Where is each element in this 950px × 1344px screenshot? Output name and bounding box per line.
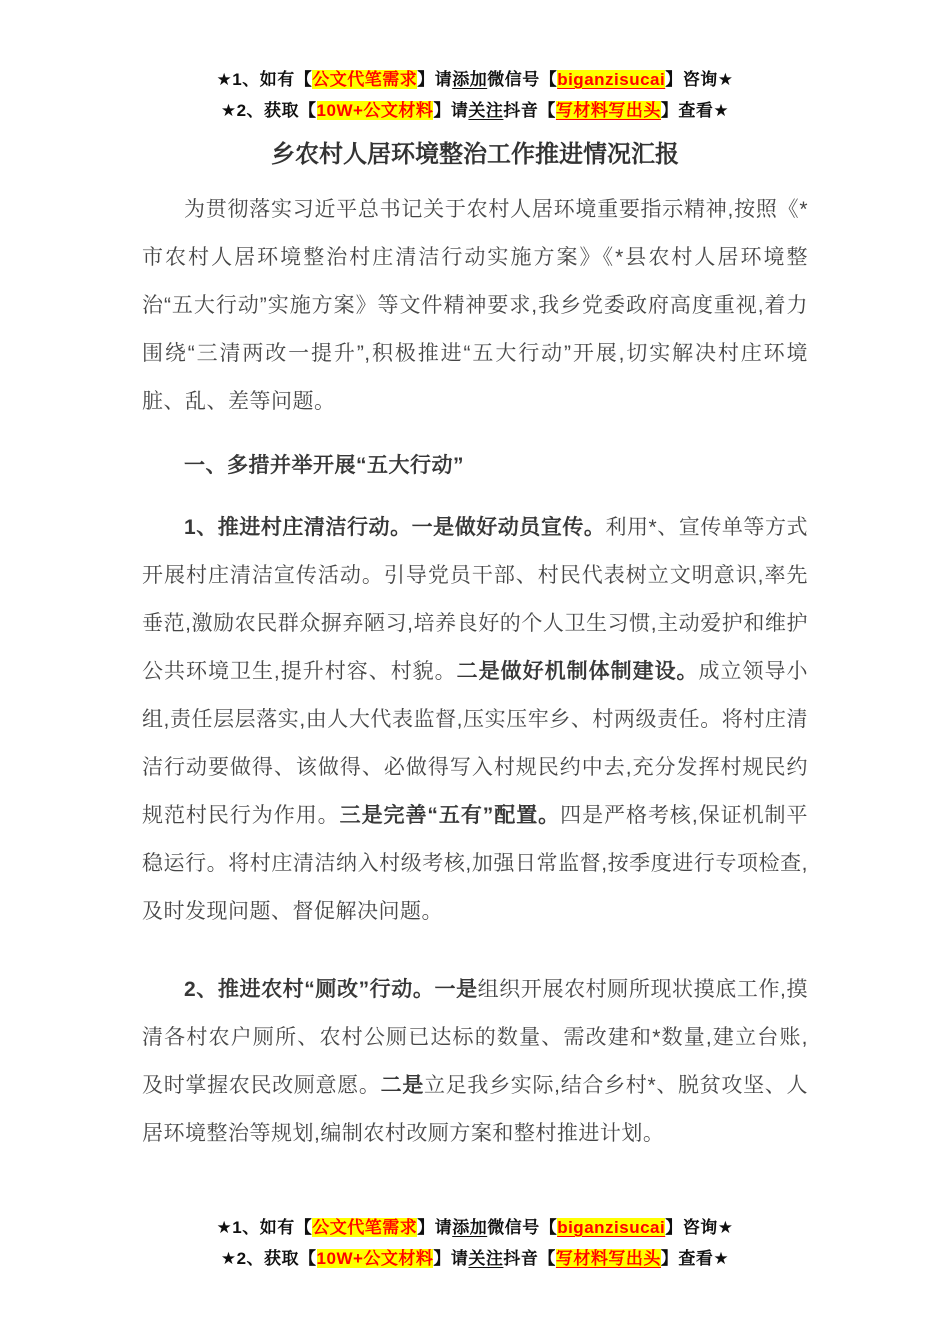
promo-text: 】请	[417, 1218, 453, 1237]
promo-text: 】咨询★	[665, 1218, 734, 1237]
promo-text: ★1、如有【	[216, 1218, 313, 1237]
promo-underline: 添加	[452, 1218, 488, 1237]
promo-highlight-underline: biganzisucai	[557, 70, 666, 89]
text-run: 成立领导小组,责任层层落实,由人大代表监督,压实压牢乡、村两级责任。将村庄清洁行动要做得、该做得、必做得写入村规民约中去,充分发挥村规民约规范村民行为作用。	[142, 660, 809, 827]
promo-text: ★2、获取【	[220, 101, 317, 120]
text-run: 为贯彻落实习近平总书记关于农村人居环境重要指示精神,按照《*市农村人居环境整治村庄清洁行动实施方案》《*县农村人居环境整治“五大行动”实施方案》等文件精神要求,我乡党委政府高度重视,着力围绕“三清两改一提升”,积极推进“五大行动”开展,切实解决村庄环境脏、乱、差等问题。	[142, 198, 808, 413]
document-body	[142, 186, 808, 1188]
paragraph	[142, 186, 808, 426]
promo-underline: 关注	[468, 101, 504, 120]
promo-text: 】咨询★	[665, 70, 734, 89]
promo-text: ★2、获取【	[220, 1249, 317, 1268]
promo-text: 微信号【	[487, 70, 558, 89]
paragraph	[142, 966, 808, 1158]
promo-line-1	[142, 64, 808, 95]
text-run: 利用*、宣传单等方式开展村庄清洁宣传活动。引导党员干部、村民代表树立文明意识,率先垂范,激励农民群众摒弃陋习,培养良好的个人卫生习惯,主动爱护和维护公共环境卫生,提升村容、村貌。	[142, 516, 808, 683]
text-run-bold: 二是做好机制体制建设。	[456, 660, 699, 683]
paragraph	[142, 504, 808, 936]
promo-text: 抖音【	[503, 1249, 556, 1268]
promo-highlight-underline: 写材料写出头	[555, 1249, 661, 1268]
promo-highlight: 公文代笔需求	[312, 1218, 418, 1237]
section-heading	[142, 442, 808, 490]
text-run: 组织开展农村厕所现状摸底工作,摸清各村农户厕所、农村公厕已达标的数量、需改建和*数量,建立台账,及时掌握农民改厕意愿。	[142, 978, 808, 1097]
text-run-bold: 一、多措并举开展“五大行动”	[184, 454, 464, 477]
promo-text: 微信号【	[487, 1218, 558, 1237]
promo-text: 】查看★	[660, 101, 730, 120]
promo-highlight-underline: 写材料写出头	[555, 101, 661, 120]
promo-line-2	[142, 1243, 808, 1274]
promo-text: 】查看★	[660, 1249, 730, 1268]
text-run-bold: 1、推进村庄清洁行动。一是做好动员宣传。	[184, 516, 606, 539]
promo-highlight: 10W+公文材料	[316, 101, 434, 120]
promo-footer	[142, 1212, 808, 1274]
page-title: 乡农村人居环境整治工作推进情况汇报	[271, 141, 679, 168]
promo-line-2	[142, 95, 808, 126]
promo-text: 】请	[417, 70, 453, 89]
text-run-bold: 2、推进农村“厕改”行动。一是	[184, 978, 478, 1001]
text-run-bold: 三是完善“五有”配置。	[339, 804, 561, 827]
promo-highlight-underline: biganzisucai	[557, 1218, 666, 1237]
text-run-bold: 二是	[380, 1074, 425, 1097]
promo-line-1	[142, 1212, 808, 1243]
promo-text: ★1、如有【	[216, 70, 313, 89]
promo-underline: 关注	[468, 1249, 504, 1268]
text-run: 立足我乡实际,结合乡村*、脱贫攻坚、人居环境整治等规划,编制农村改厕方案和整村推进计划。	[142, 1074, 808, 1145]
promo-highlight: 公文代笔需求	[312, 70, 418, 89]
promo-highlight: 10W+公文材料	[316, 1249, 434, 1268]
promo-underline: 添加	[452, 70, 488, 89]
promo-text: 】请	[433, 101, 469, 120]
promo-text: 】请	[433, 1249, 469, 1268]
text-run: 四是严格考核,保证机制平稳运行。将村庄清洁纳入村级考核,加强日常监督,按季度进行专项检查,及时发现问题、督促解决问题。	[142, 804, 808, 923]
promo-header	[142, 64, 808, 126]
promo-text: 抖音【	[503, 101, 556, 120]
